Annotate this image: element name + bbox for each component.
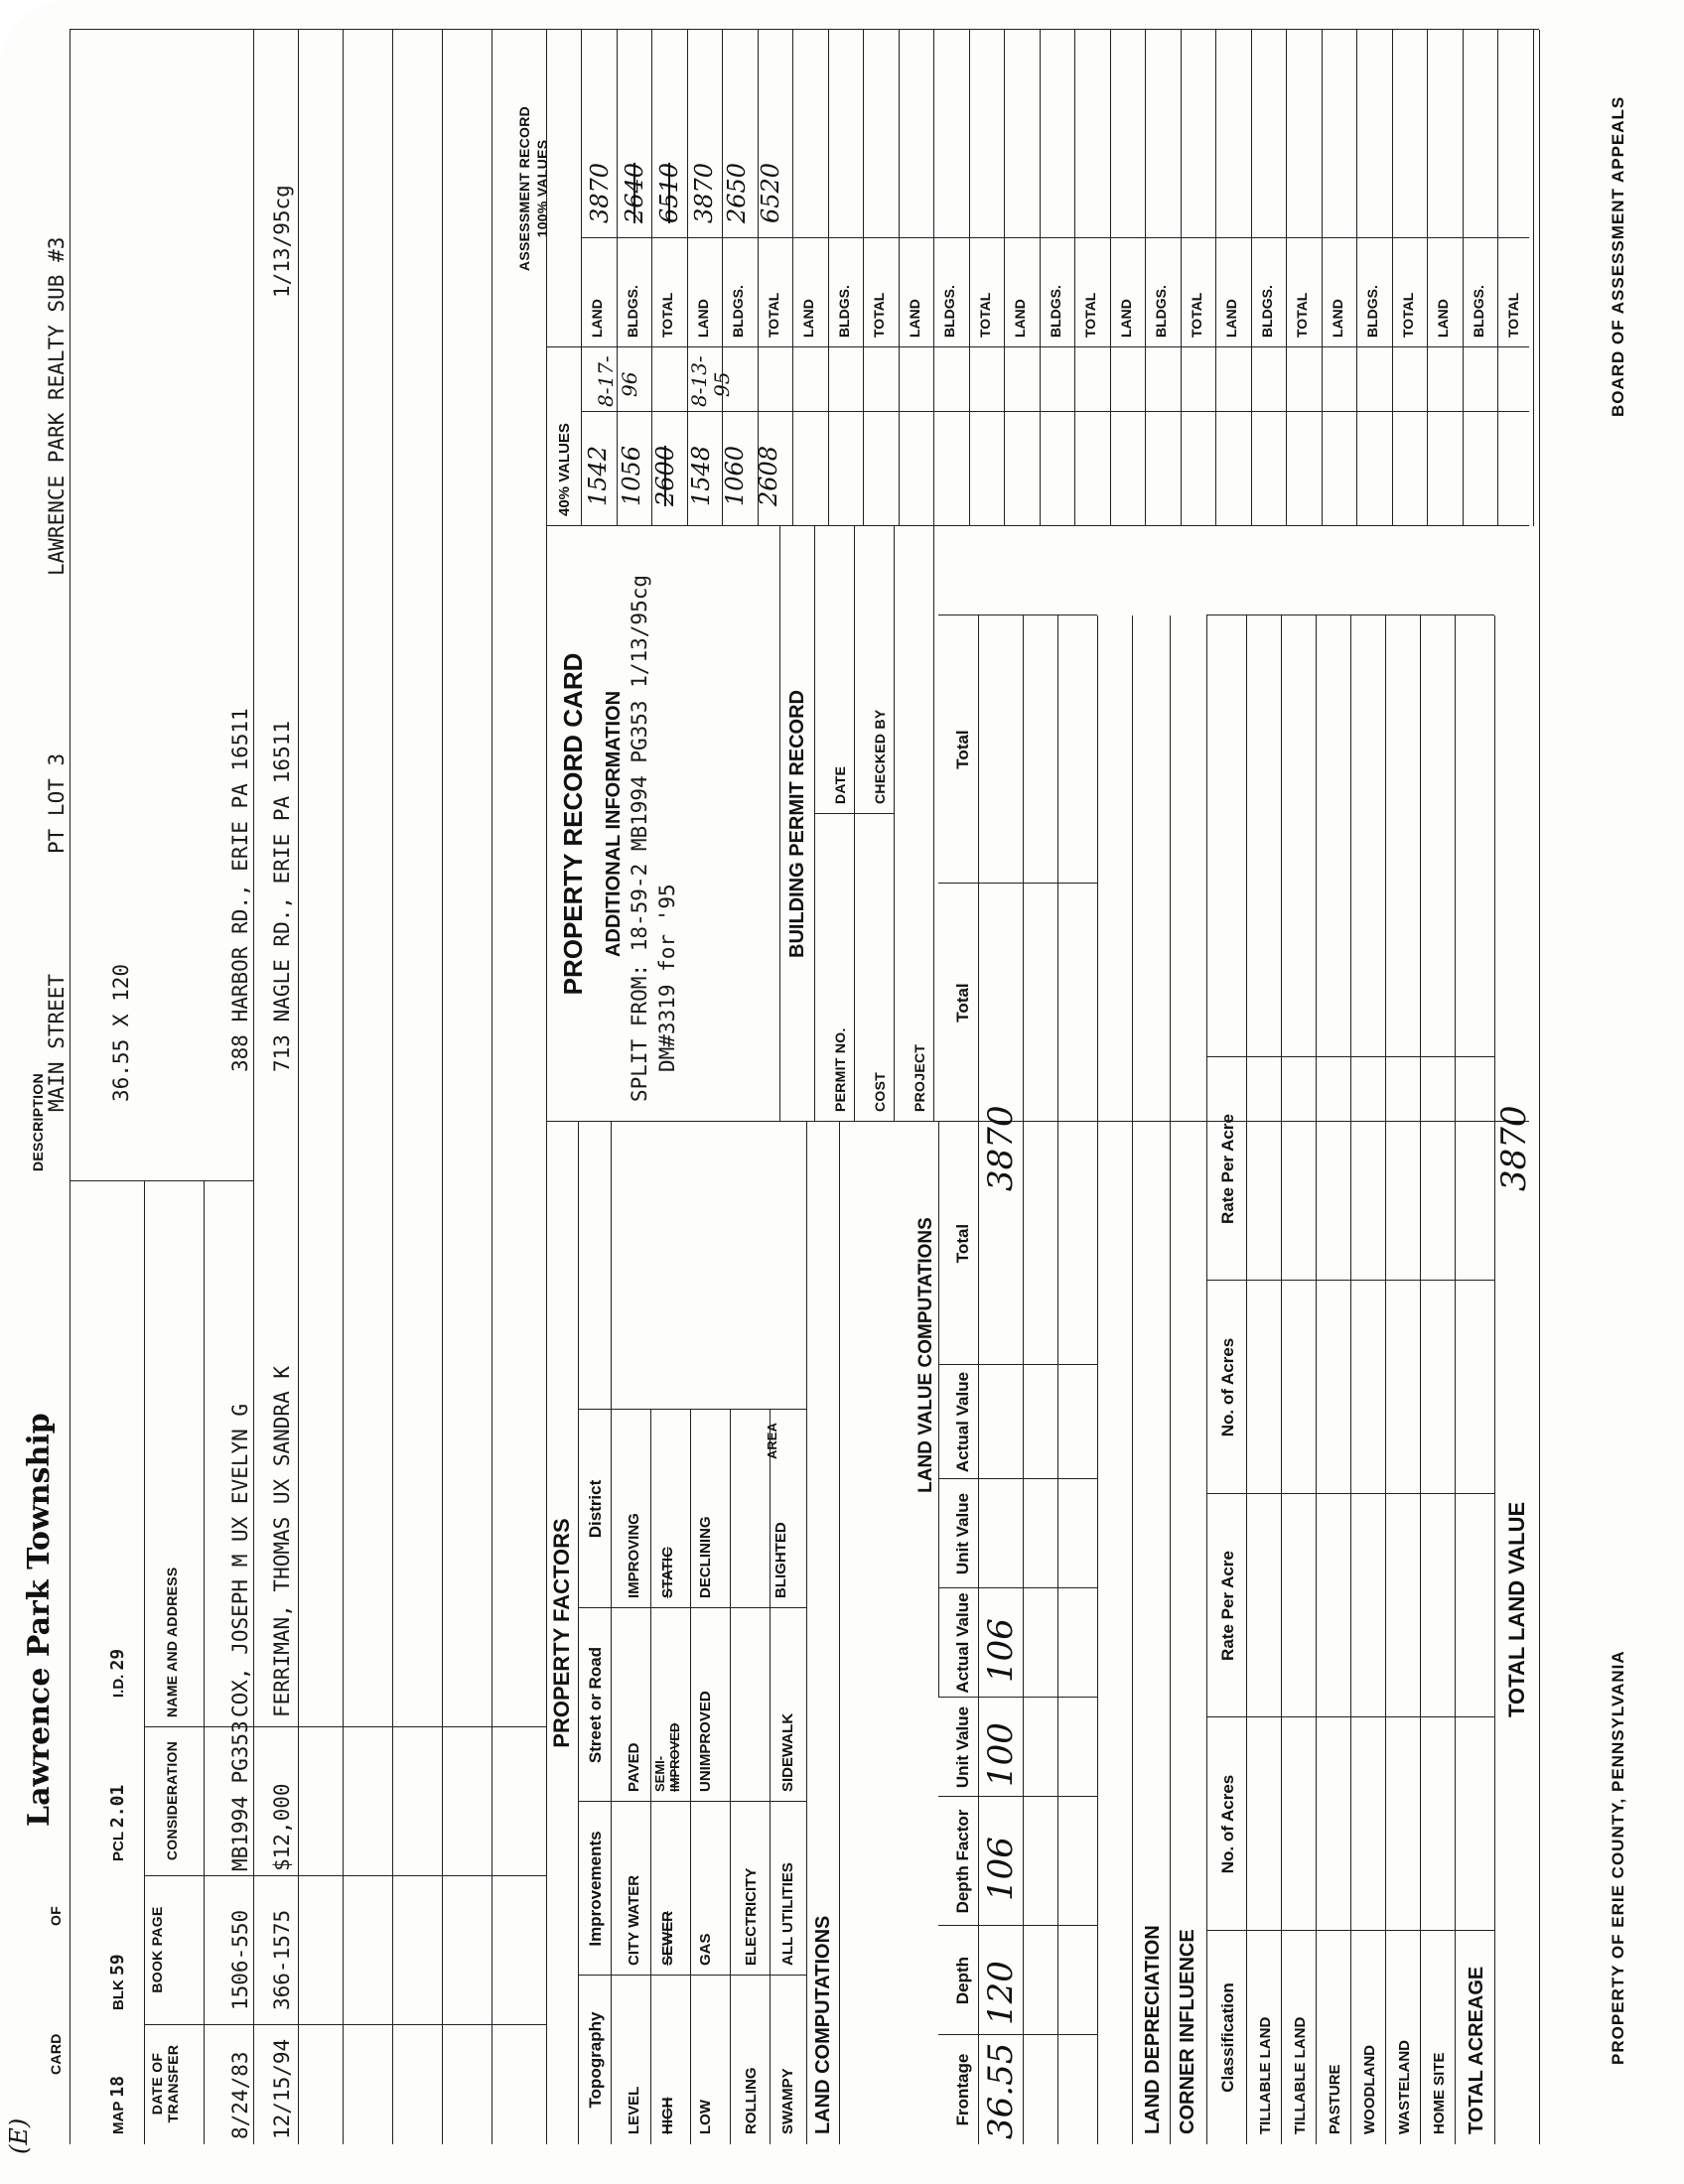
transfer-2-note: 1/13/95cg bbox=[270, 185, 294, 298]
assessment-row-rule bbox=[1145, 30, 1146, 347]
imp-electricity: ELECTRICITY bbox=[743, 1867, 760, 1966]
assessment-value-2: 2640 bbox=[621, 162, 648, 223]
transfer-row-rule-2 bbox=[298, 30, 299, 2144]
district-blighted: BLIGHTED bbox=[772, 1522, 789, 1598]
footer-left: PROPERTY OF ERIE COUNTY, PENNSYLVANIA bbox=[1609, 1650, 1627, 2065]
pf-row-2 bbox=[690, 1410, 691, 2144]
hdr-date: DATE OF TRANSFER bbox=[149, 2044, 181, 2123]
values40-row-rule bbox=[1110, 347, 1111, 526]
values40-row-rule bbox=[1463, 347, 1464, 526]
permit-row-1 bbox=[854, 526, 855, 1122]
values40-row-rule bbox=[1392, 347, 1393, 526]
values40-row-rule bbox=[1427, 347, 1428, 526]
transfer-2-name: FERRIMAN, THOMAS UX SANDRA K bbox=[270, 1365, 294, 1717]
district-improving: IMPROVING bbox=[626, 1513, 642, 1598]
assessment-row-rule bbox=[687, 30, 688, 347]
imp-city-water: CITY WATER bbox=[626, 1874, 642, 1966]
map-label: MAP 18 bbox=[107, 2076, 128, 2134]
description-street: MAIN STREET bbox=[45, 973, 69, 1112]
pf-hdr-district: District bbox=[586, 1479, 605, 1539]
total-acreage: TOTAL ACREAGE bbox=[1466, 1966, 1487, 2134]
assessment-row-label: TOTAL bbox=[1294, 292, 1310, 338]
imp-gas: GAS bbox=[697, 1933, 714, 1966]
topo-low: LOW bbox=[697, 2100, 714, 2134]
assessment-value-3: 6510 bbox=[655, 162, 683, 223]
assessment-row-rule bbox=[1004, 30, 1005, 347]
values40-label: 40% VALUES bbox=[556, 423, 573, 516]
lv-hdr-total-2: Total bbox=[953, 983, 972, 1023]
permit-row-2 bbox=[894, 526, 895, 1122]
assessment-row-label: BLDGS. bbox=[941, 285, 957, 338]
acre-hdr-acres-1: No. of Acres bbox=[1218, 1774, 1237, 1874]
permit-no-label: PERMIT NO. bbox=[832, 1027, 848, 1112]
acre-row-1 bbox=[1281, 615, 1282, 2144]
transfer-2-book: 366-1575 bbox=[270, 1909, 294, 2010]
lc-depr-rule bbox=[1132, 615, 1133, 2144]
lv-col-8 bbox=[938, 883, 1097, 884]
permit-title-rule bbox=[814, 526, 815, 1122]
assessment-row-rule bbox=[1427, 30, 1428, 347]
assessment-row-label: TOTAL bbox=[976, 292, 993, 338]
values40-entry-2: 1056 bbox=[618, 445, 645, 506]
lv-col-4 bbox=[938, 1697, 1097, 1698]
dimensions: 36.55 X 120 bbox=[109, 963, 133, 1102]
hdr-consideration: CONSIDERATION bbox=[164, 1740, 180, 1861]
assessment-row-rule bbox=[792, 30, 793, 347]
assessment-row-label: LAND bbox=[589, 299, 605, 338]
values40-date-4: 95 bbox=[710, 371, 734, 397]
transfer-2-consideration: $12,000 bbox=[270, 1783, 294, 1871]
total-land-value-amount: 3870 bbox=[1494, 1105, 1534, 1191]
assessment-row-rule bbox=[899, 30, 900, 347]
additional-line-1: SPLIT FROM: 18-59-2 MB1994 PG353 1/13/95cg bbox=[628, 574, 651, 1102]
assessment-row-label: LAND bbox=[694, 299, 711, 338]
values40-entry-1: 1542 bbox=[584, 445, 612, 506]
lv-hdr-actual-value-1: Actual Value bbox=[953, 1592, 972, 1694]
header-row-rule bbox=[144, 1181, 145, 2144]
assessment-row-rule bbox=[1533, 30, 1534, 347]
street-paved: PAVED bbox=[626, 1742, 642, 1792]
assessment-row-label: BLDGS. bbox=[1470, 285, 1486, 338]
permit-row-3 bbox=[933, 526, 934, 1122]
of-label: OF bbox=[48, 1905, 64, 1926]
lv-col-5 bbox=[938, 1587, 1097, 1588]
transfer-row-rule-1 bbox=[253, 1181, 254, 2144]
pcl-label: PCL 2.01 bbox=[107, 1784, 128, 1861]
lv-actual-value: 106 bbox=[981, 1618, 1021, 1683]
imp-all-utilities: ALL UTILITIES bbox=[779, 1862, 796, 1966]
lv-hdr-depth: Depth bbox=[953, 1956, 972, 2005]
lc-corner-rule-top bbox=[1170, 615, 1171, 2144]
values40-date-3: 8-13- bbox=[687, 355, 711, 407]
assessment-row-label: BLDGS. bbox=[1258, 285, 1275, 338]
lv-col-3 bbox=[938, 1796, 1097, 1797]
transfer-2-date: 12/15/94 bbox=[270, 2038, 294, 2139]
class-home-site: HOME SITE bbox=[1431, 2052, 1448, 2134]
lv-header-rule bbox=[978, 615, 979, 2144]
values40-left-rule bbox=[546, 525, 1529, 526]
values40-row-rule bbox=[792, 347, 793, 526]
assessment-row-label: BLDGS. bbox=[1364, 285, 1380, 338]
acre-hdr-acres-2: No. of Acres bbox=[1218, 1337, 1237, 1437]
assessment-row-rule bbox=[1392, 30, 1393, 347]
hdr-name: NAME AND ADDRESS bbox=[164, 1567, 180, 1717]
lv-col-6 bbox=[938, 1478, 1097, 1479]
street-improved: IMPROVED bbox=[667, 1722, 682, 1792]
permit-date-label: DATE bbox=[832, 765, 848, 804]
transfer-row-rule-5 bbox=[442, 30, 443, 2144]
permit-top bbox=[779, 526, 780, 1122]
assessment-row-label: LAND bbox=[1117, 299, 1134, 338]
lv-col-2 bbox=[938, 1925, 1097, 1926]
land-computations-title: LAND COMPUTATIONS bbox=[812, 1915, 834, 2134]
hdr-book: BOOK PAGE bbox=[149, 1906, 165, 1993]
assessment-row-label: LAND bbox=[800, 299, 816, 338]
assessment-mid-rule bbox=[581, 237, 1529, 238]
transfer-1-address: 388 HARBOR RD., ERIE PA 16511 bbox=[228, 708, 252, 1072]
permit-title: BUILDING PERMIT RECORD bbox=[786, 690, 808, 958]
assessment-row-label: TOTAL bbox=[1082, 292, 1098, 338]
permit-project-label: PROJECT bbox=[912, 1043, 927, 1112]
values40-row-rule bbox=[933, 347, 934, 526]
description-divider bbox=[70, 1180, 253, 1181]
acre-row-3 bbox=[1350, 615, 1351, 2144]
additional-line-2: DM#3319 for '95 bbox=[655, 884, 679, 1072]
assessment-row-label: TOTAL bbox=[765, 292, 781, 338]
acre-hdr-rate-1: Rate Per Acre bbox=[1218, 1551, 1237, 1661]
assessment-row-rule bbox=[1251, 30, 1252, 347]
values40-row-rule bbox=[1074, 347, 1075, 526]
class-woodland: WOODLAND bbox=[1361, 2045, 1378, 2134]
description-lot: PT LOT 3 bbox=[45, 752, 69, 854]
assessment-value-1: 3870 bbox=[586, 162, 614, 223]
pf-hdr-topography: Topography bbox=[586, 2011, 605, 2109]
lc-top bbox=[839, 1122, 840, 2144]
lv-col-9 bbox=[938, 614, 1097, 615]
township-title: Lawrence Park Township bbox=[22, 1413, 57, 1827]
transfer-row-rule-6 bbox=[491, 30, 492, 2144]
pf-title-rule bbox=[578, 1122, 579, 2144]
assessment-row-rule bbox=[828, 30, 829, 347]
assessment-row-label: TOTAL bbox=[659, 292, 675, 338]
pf-hdr-improvements: Improvements bbox=[586, 1831, 605, 1947]
assessment-row-rule bbox=[1074, 30, 1075, 347]
lv-col-1 bbox=[938, 2034, 1097, 2035]
assessment-row-label: BLDGS. bbox=[835, 285, 852, 338]
assessment-row-label: TOTAL bbox=[1505, 292, 1521, 338]
assessment-row-label: BLDGS. bbox=[730, 285, 746, 338]
lv-hdr-depth-factor: Depth Factor bbox=[953, 1809, 972, 1914]
assessment-row-label: TOTAL bbox=[1399, 292, 1416, 338]
topo-level: LEVEL bbox=[626, 2086, 642, 2134]
transfer-1-date: 8/24/83 bbox=[228, 2051, 252, 2139]
permit-mid-rule bbox=[814, 813, 894, 814]
blk-label: BLK 59 bbox=[107, 1954, 128, 2010]
values40-row-rule bbox=[722, 347, 723, 526]
corner-influence: CORNER INFLUENCE bbox=[1177, 1929, 1198, 2134]
assessment-row-rule bbox=[1215, 30, 1216, 347]
permit-cost-label: COST bbox=[872, 1071, 888, 1112]
assessment-row-label: LAND bbox=[906, 299, 922, 338]
pf-row-1 bbox=[650, 1410, 651, 2144]
values40-row-rule bbox=[1322, 347, 1323, 526]
transfer-1-consideration: MB1994 PG353 bbox=[228, 1720, 252, 1871]
acre-row-6 bbox=[1455, 615, 1456, 2144]
assessment-value-4: 3870 bbox=[690, 162, 718, 223]
values40-entry-3: 2600 bbox=[651, 445, 679, 506]
assessment-subtitle: 100% VALUES bbox=[534, 139, 550, 238]
class-tillable-2: TILLABLE LAND bbox=[1292, 2016, 1309, 2134]
pf-hdr-street: Street or Road bbox=[586, 1646, 605, 1764]
assessment-row-label: LAND bbox=[1012, 299, 1028, 338]
property-factors-title: PROPERTY FACTORS bbox=[549, 1518, 574, 1748]
lv-hdr-total-3: Total bbox=[953, 730, 972, 769]
assessment-row-rule bbox=[1040, 30, 1041, 347]
values40-row-rule bbox=[1181, 347, 1182, 526]
assessment-row-label: LAND bbox=[1329, 299, 1345, 338]
values40-right-rule bbox=[546, 346, 1529, 347]
total-land-value: TOTAL LAND VALUE bbox=[1504, 1501, 1529, 1717]
acre-row-7 bbox=[1494, 615, 1495, 2144]
pf-header-rule bbox=[611, 1122, 612, 2144]
transfer-header-rule bbox=[204, 1181, 205, 2144]
district-static: STATIC bbox=[659, 1547, 676, 1598]
values40-row-rule bbox=[687, 347, 688, 526]
acre-row-5 bbox=[1420, 615, 1421, 2144]
lv-hdr-frontage: Frontage bbox=[953, 2053, 972, 2126]
values40-title-rule bbox=[581, 30, 582, 526]
record-card-title: PROPERTY RECORD CARD bbox=[558, 652, 588, 996]
values40-row-rule bbox=[1251, 347, 1252, 526]
card-label: CARD bbox=[48, 2033, 64, 2075]
values40-row-rule bbox=[651, 347, 652, 526]
assessment-row-rule bbox=[1463, 30, 1464, 347]
lv-hdr-unit-value-2: Unit Value bbox=[953, 1492, 972, 1575]
values40-row-rule bbox=[1286, 347, 1287, 526]
assessment-value-6: 6520 bbox=[757, 162, 784, 223]
transfer-row-rule-3 bbox=[343, 30, 344, 2144]
imp-sewer: SEWER bbox=[659, 1910, 676, 1966]
lv-total: 3870 bbox=[981, 1105, 1021, 1191]
description-label: DESCRIPTION bbox=[30, 1073, 46, 1171]
assessment-row-rule bbox=[617, 30, 618, 347]
acre-row-4 bbox=[1385, 615, 1386, 2144]
pf-col-1 bbox=[578, 1975, 806, 1976]
values40-row-rule bbox=[1497, 347, 1498, 526]
record-left-rule bbox=[546, 1121, 1529, 1122]
lv-unit-value: 100 bbox=[981, 1722, 1021, 1787]
pf-row-4 bbox=[770, 1410, 771, 2144]
lv-frontage: 36.55 bbox=[981, 2042, 1021, 2139]
assessment-row-label: BLDGS. bbox=[1153, 285, 1169, 338]
assessment-row-rule bbox=[1497, 30, 1498, 347]
topo-rolling: ROLLING bbox=[743, 2067, 760, 2134]
values40-row-rule bbox=[1215, 347, 1216, 526]
lc-acre-top bbox=[1206, 615, 1207, 2144]
values40-row-rule bbox=[1145, 347, 1146, 526]
street-unimproved: UNIMPROVED bbox=[697, 1691, 714, 1792]
corner-mark: (E) bbox=[5, 2117, 33, 2154]
values40-entry-5: 1060 bbox=[721, 445, 749, 506]
assessment-row-rule bbox=[1286, 30, 1287, 347]
values40-date-2: 96 bbox=[618, 371, 641, 397]
dimension-rule bbox=[253, 30, 254, 1181]
values40-date-1: 8-17- bbox=[594, 355, 618, 407]
assessment-row-label: LAND bbox=[1223, 299, 1239, 338]
values40-row-rule bbox=[1040, 347, 1041, 526]
pf-bottom bbox=[806, 1122, 807, 2144]
assessment-title: ASSESSMENT RECORD bbox=[516, 105, 532, 272]
lv-depth: 120 bbox=[981, 1961, 1021, 2025]
lv-title-rule bbox=[938, 1122, 939, 1698]
values40-row-rule bbox=[1356, 347, 1357, 526]
topo-swampy: SWAMPY bbox=[779, 2068, 796, 2134]
land-depreciation: LAND DEPRECIATION bbox=[1142, 1925, 1164, 2134]
pf-row-3 bbox=[730, 1410, 731, 2144]
assessment-row-rule bbox=[1322, 30, 1323, 347]
values40-entry-6: 2608 bbox=[755, 445, 782, 506]
assessment-row-label: BLDGS. bbox=[624, 285, 640, 338]
district-declining: DECLINING bbox=[697, 1516, 714, 1598]
values40-row-rule bbox=[1533, 347, 1534, 526]
values40-row-rule bbox=[758, 347, 759, 526]
class-wasteland: WASTELAND bbox=[1396, 2040, 1413, 2134]
assessment-row-rule bbox=[651, 30, 652, 347]
assessment-row-rule bbox=[1181, 30, 1182, 347]
street-sidewalk: SIDEWALK bbox=[779, 1712, 796, 1792]
assessment-row-label: TOTAL bbox=[1188, 292, 1204, 338]
land-value-computations-title: LAND VALUE COMPUTATIONS bbox=[915, 1217, 936, 1493]
acre-hdr-rate-2: Rate Per Acre bbox=[1218, 1114, 1237, 1224]
assessment-row-label: BLDGS. bbox=[1047, 285, 1063, 338]
assessment-row-rule bbox=[1356, 30, 1357, 347]
values40-mid-rule bbox=[581, 411, 1529, 412]
values40-row-rule bbox=[828, 347, 829, 526]
class-pasture: PASTURE bbox=[1327, 2064, 1343, 2134]
acre-row-2 bbox=[1316, 615, 1317, 2144]
lv-col-7 bbox=[938, 1364, 1097, 1365]
values40-row-rule bbox=[863, 347, 864, 526]
assessment-row-rule bbox=[758, 30, 759, 347]
lv-row-2 bbox=[1057, 615, 1058, 2144]
permit-checked-label: CHECKED BY bbox=[872, 709, 888, 804]
pf-col-2 bbox=[578, 1801, 806, 1802]
values40-row-rule bbox=[1004, 347, 1005, 526]
assessment-row-rule bbox=[969, 30, 970, 347]
pf-top bbox=[546, 1122, 547, 2144]
values40-entry-4: 1548 bbox=[687, 445, 715, 506]
street-semi: SEMI- bbox=[652, 1755, 667, 1792]
values40-row-rule bbox=[899, 347, 900, 526]
acre-hdr-classification: Classification bbox=[1218, 1982, 1237, 2093]
lv-depth-factor: 106 bbox=[981, 1837, 1021, 1901]
assessment-value-5: 2650 bbox=[723, 162, 751, 223]
description-sub: LAWRENCE PARK REALTY SUB #3 bbox=[45, 236, 69, 576]
pf-col-4 bbox=[578, 1409, 806, 1410]
assessment-row-rule bbox=[863, 30, 864, 347]
values40-row-rule bbox=[969, 347, 970, 526]
assessment-row-label: LAND bbox=[1435, 299, 1451, 338]
lv-row-3 bbox=[1097, 615, 1098, 2144]
lc-bottom bbox=[1539, 30, 1540, 2144]
topo-high: HIGH bbox=[659, 2097, 676, 2134]
acre-hdr-rule bbox=[1246, 615, 1247, 2144]
lv-hdr-actual-value-2: Actual Value bbox=[953, 1371, 972, 1473]
assessment-row-label: TOTAL bbox=[871, 292, 887, 338]
transfer-1-name: COX, JOSEPH M UX EVELYN G bbox=[228, 1403, 252, 1717]
transfer-1-book: 1506-550 bbox=[228, 1909, 252, 2010]
additional-info-label: ADDITIONAL INFORMATION bbox=[603, 690, 625, 958]
assessment-row-rule bbox=[933, 30, 934, 347]
assessment-row-rule bbox=[722, 30, 723, 347]
district-area: AREA bbox=[765, 1423, 779, 1459]
values40-row-rule bbox=[617, 347, 618, 526]
pf-col-3 bbox=[578, 1607, 806, 1608]
id-label: I.D. 29 bbox=[107, 1648, 128, 1698]
right-rule bbox=[70, 29, 1539, 30]
transfer-2-address: 713 NAGLE RD., ERIE PA 16511 bbox=[270, 720, 294, 1072]
footer-right: BOARD OF ASSESSMENT APPEALS bbox=[1609, 95, 1627, 417]
lv-row-1 bbox=[1023, 615, 1024, 2144]
lv-hdr-unit-value-1: Unit Value bbox=[953, 1706, 972, 1789]
class-tillable-1: TILLABLE LAND bbox=[1257, 2016, 1274, 2134]
assessment-row-rule bbox=[1110, 30, 1111, 347]
transfer-row-rule-4 bbox=[392, 30, 393, 2144]
lv-hdr-total-1: Total bbox=[953, 1223, 972, 1264]
